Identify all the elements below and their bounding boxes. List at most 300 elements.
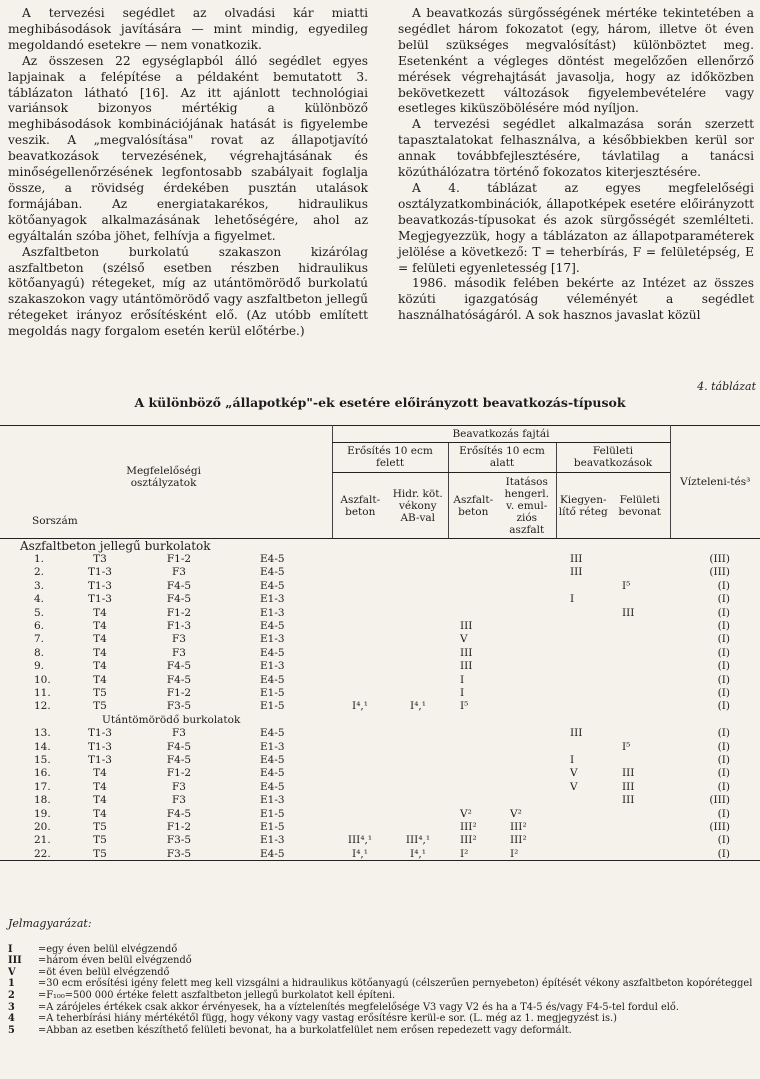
aszfaltbeton-alatt-cell: III <box>460 646 473 659</box>
feluleti-bevonat-cell <box>610 753 670 766</box>
row-number: 15. <box>34 753 51 766</box>
feluleti-bevonat-cell <box>610 633 670 646</box>
legend-title: Jelmagyarázat: <box>8 917 92 930</box>
header-feluleti: Felületi beavatkozások <box>556 442 670 472</box>
itatasos-cell <box>498 593 556 606</box>
table-row <box>0 807 760 820</box>
feluletepseg-cell: F4-5 <box>166 579 192 592</box>
kiegyenlito-cell <box>556 847 610 861</box>
feluletepseg-cell: F4-5 <box>166 593 192 606</box>
feluletepseg-cell: F4-5 <box>166 740 192 753</box>
viztelenites-cell: (I) <box>717 620 730 633</box>
itatasos-cell <box>498 767 556 780</box>
table-row <box>0 552 760 565</box>
aszfaltbeton-felett-cell <box>332 633 388 646</box>
egyenletesseg-cell: E4-5 <box>260 767 285 780</box>
header-erosites-felett: Erősítés 10 ecm felett <box>332 442 448 472</box>
table-row <box>0 834 760 847</box>
itatasos-cell <box>498 740 556 753</box>
table-row <box>0 820 760 833</box>
kiegyenlito-cell <box>556 673 610 686</box>
feluleti-bevonat-cell <box>610 660 670 673</box>
legend-key: 4 <box>8 1013 15 1025</box>
paragraph: A tervezési segédlet alkalmazása során szerzett tapasztalatokat felhasználva, a későbbiekben kerül sor annak továbbfejlesztésére, távlatilag a tanácsi közúthálózatra történő fokozatos kiterjesztésére. <box>398 117 754 180</box>
aszfaltbeton-alatt-cell: I⁵ <box>460 700 469 713</box>
kiegyenlito-cell: I <box>570 753 575 766</box>
egyenletesseg-cell: E1-5 <box>260 807 285 820</box>
hidr-cell: I⁴,¹ <box>410 847 426 860</box>
paragraph: Aszfaltbeton burkolatú szakaszon kizárólag aszfaltbeton (szélső esetben részben hidraulikus kötőanyagú) rétegeket, míg az utántömörödő burkolatú szakaszokon vagy utántömörödő vagy aszfaltbeton jellegű rétegeket irányoz erősítésként elő. (Az utóbb említett megoldás nagy forgalom esetén kerül előtérbe.) <box>8 244 368 339</box>
viztelenites-cell: (I) <box>717 673 730 686</box>
teherbiras-cell: T4 <box>93 767 107 780</box>
hidr-cell <box>388 619 448 632</box>
aszfaltbeton-alatt-cell <box>448 606 498 619</box>
feluletepseg-cell: F3-5 <box>166 700 192 713</box>
aszfaltbeton-felett-cell: I⁴,¹ <box>352 700 368 713</box>
hidr-cell <box>388 686 448 699</box>
feluleti-bevonat-cell: III <box>622 780 635 793</box>
viztelenites-cell: (I) <box>717 593 730 606</box>
aszfaltbeton-alatt-cell <box>448 566 498 579</box>
feluletepseg-cell: F1-2 <box>166 820 192 833</box>
feluleti-bevonat-cell <box>610 820 670 833</box>
hidr-cell <box>388 767 448 780</box>
teherbiras-cell: T1-3 <box>88 740 112 753</box>
aszfaltbeton-alatt-cell: I <box>460 673 465 686</box>
feluletepseg-cell: F3-5 <box>166 847 192 860</box>
header-erosites-alatt: Erősítés 10 ecm alatt <box>448 442 556 472</box>
teherbiras-cell: T1-3 <box>88 593 112 606</box>
aszfaltbeton-felett-cell <box>332 579 388 592</box>
feluletepseg-cell: F4-5 <box>166 673 192 686</box>
feluletepseg-cell: F4-5 <box>166 660 192 673</box>
viztelenites-cell: (I) <box>717 727 730 740</box>
row-number: 14. <box>34 740 51 753</box>
aszfaltbeton-felett-cell <box>332 780 388 793</box>
aszfaltbeton-alatt-cell <box>448 740 498 753</box>
teherbiras-cell: T1-3 <box>88 753 112 766</box>
viztelenites-cell: (I) <box>717 700 730 713</box>
legend-item <box>8 944 758 956</box>
egyenletesseg-cell: E1-5 <box>260 700 285 713</box>
teherbiras-cell: T5 <box>93 686 107 699</box>
viztelenites-cell: (I) <box>717 579 730 592</box>
kiegyenlito-cell <box>556 793 610 806</box>
table-row <box>0 726 760 739</box>
row-number: 2. <box>34 566 45 579</box>
header-viztelenites: Vízteleni-tés³ <box>670 426 760 539</box>
hidr-cell <box>388 753 448 766</box>
feluletepseg-cell: F1-2 <box>166 767 192 780</box>
viztelenites-cell: (I) <box>717 740 730 753</box>
egyenletesseg-cell: E4-5 <box>260 673 285 686</box>
egyenletesseg-cell: E1-3 <box>260 606 285 619</box>
feluletepseg-cell: F1-2 <box>166 686 192 699</box>
hidr-cell <box>388 740 448 753</box>
egyenletesseg-cell: E4-5 <box>260 780 285 793</box>
aszfaltbeton-alatt-cell: V² <box>460 807 472 820</box>
row-number: 6. <box>34 620 45 633</box>
feluleti-bevonat-cell: III <box>622 794 635 807</box>
header-feluleti-bevonat: Felületi bevonat <box>610 473 670 539</box>
aszfaltbeton-felett-cell <box>332 552 388 565</box>
viztelenites-cell: (I) <box>717 834 730 847</box>
aszfaltbeton-alatt-cell: III <box>460 620 473 633</box>
aszfaltbeton-alatt-cell <box>448 552 498 565</box>
aszfaltbeton-felett-cell <box>332 566 388 579</box>
aszfaltbeton-felett-cell: III⁴,¹ <box>347 834 373 847</box>
table-title: A különböző „állapotkép"-ek esetére előirányzott beavatkozás-típusok <box>134 395 626 410</box>
teherbiras-cell: T5 <box>93 847 107 860</box>
itatasos-cell <box>498 726 556 739</box>
legend-item <box>8 1002 758 1014</box>
viztelenites-cell: (I) <box>717 753 730 766</box>
egyenletesseg-cell: E4-5 <box>260 579 285 592</box>
itatasos-cell <box>498 780 556 793</box>
viztelenites-cell: (I) <box>717 660 730 673</box>
feluleti-bevonat-cell: III <box>622 606 635 619</box>
legend-text: =öt éven belül elvégzendő <box>38 966 170 978</box>
row-number: 18. <box>34 794 51 807</box>
table-row <box>0 753 760 766</box>
viztelenites-cell: (I) <box>717 646 730 659</box>
kiegyenlito-cell <box>556 820 610 833</box>
feluletepseg-cell: F3 <box>172 727 186 740</box>
aszfaltbeton-felett-cell <box>332 767 388 780</box>
aszfaltbeton-felett-cell <box>332 593 388 606</box>
itatasos-cell <box>498 753 556 766</box>
feluleti-bevonat-cell <box>610 726 670 739</box>
table-row <box>0 633 760 646</box>
hidr-cell <box>388 793 448 806</box>
itatasos-cell <box>498 673 556 686</box>
paragraph: Az összesen 22 egységlapból álló segédlet egyes lapjainak a felépítése a példaként bemutatott 3. táblázaton látható [16]. Az itt ajánlott technológiai variánsok bizonyos mértékig a különböző meghibásodások kombinációjának hatását is figyelembe veszik. A „megvalósítása" rovat az állapotjavító beavatkozások tervezésének, végrehajtásának és minőségellenőrzésének legfontosabb szabályait foglalja össze, a rövidség érdekében pusztán utalások formájában. Az energiatakarékos, hidraulikus kötőanyagok alkalmazásának lehetőségére, ahol az egyáltalán szóba jöhet, felhívja a figyelmet. <box>8 53 368 243</box>
table-row <box>0 793 760 806</box>
itatasos-cell <box>498 793 556 806</box>
kiegyenlito-cell <box>556 700 610 713</box>
teherbiras-cell: T5 <box>93 834 107 847</box>
viztelenites-cell: (III) <box>709 794 730 807</box>
teherbiras-cell: T4 <box>93 606 107 619</box>
paragraph: A tervezési segédlet az olvadási kár miatti meghibásodások javítására — mint mindig, egyedileg megoldandó esetekre — nem vonatkozik. <box>8 6 368 52</box>
legend-item <box>8 967 758 979</box>
egyenletesseg-cell: E4-5 <box>260 620 285 633</box>
legend-item <box>8 955 758 967</box>
legend-item <box>8 1025 758 1037</box>
table-row <box>0 767 760 780</box>
header-aszfaltbeton: Aszfalt-beton <box>448 473 498 539</box>
feluletepseg-cell: F1-2 <box>166 553 192 566</box>
egyenletesseg-cell: E1-5 <box>260 686 285 699</box>
teherbiras-cell: T5 <box>93 820 107 833</box>
egyenletesseg-cell: E1-3 <box>260 633 285 646</box>
feluleti-bevonat-cell <box>610 566 670 579</box>
table-row <box>0 579 760 592</box>
itatasos-cell: I² <box>510 847 519 860</box>
hidr-cell: I⁴,¹ <box>410 700 426 713</box>
row-number: 19. <box>34 807 51 820</box>
teherbiras-cell: T4 <box>93 646 107 659</box>
kiegyenlito-cell: III <box>570 727 583 740</box>
teherbiras-cell: T4 <box>93 660 107 673</box>
row-number: 9. <box>34 660 45 673</box>
legend-text: =A teherbírási hiány mértékétől függ, hogy vékony vagy vastag erősítésre kerül-e sor. (L. még az 1. megjegyzést is.) <box>38 1013 617 1025</box>
kiegyenlito-cell <box>556 686 610 699</box>
teherbiras-cell: T1-3 <box>88 579 112 592</box>
teherbiras-cell: T1-3 <box>88 727 112 740</box>
feluleti-bevonat-cell <box>610 847 670 861</box>
viztelenites-cell: (I) <box>717 767 730 780</box>
aszfaltbeton-felett-cell <box>332 820 388 833</box>
hidr-cell <box>388 593 448 606</box>
aszfaltbeton-alatt-cell <box>448 579 498 592</box>
legend-list <box>8 944 758 1037</box>
aszfaltbeton-felett-cell <box>332 753 388 766</box>
row-number: 21. <box>34 834 51 847</box>
left-text-column <box>8 6 368 340</box>
aszfaltbeton-felett-cell <box>332 740 388 753</box>
viztelenites-cell: (I) <box>717 686 730 699</box>
row-number: 5. <box>34 606 45 619</box>
row-number: 4. <box>34 593 45 606</box>
egyenletesseg-cell: E4-5 <box>260 727 285 740</box>
viztelenites-cell: (I) <box>717 780 730 793</box>
table-row <box>0 673 760 686</box>
itatasos-cell <box>498 579 556 592</box>
egyenletesseg-cell: E1-3 <box>260 660 285 673</box>
header-itatasos: Itatásos hengerl. v. emul-ziós aszfalt <box>498 473 556 539</box>
row-number: 8. <box>34 646 45 659</box>
itatasos-cell <box>498 606 556 619</box>
row-number: 10. <box>34 673 51 686</box>
row-number: 11. <box>34 686 51 699</box>
kiegyenlito-cell <box>556 619 610 632</box>
aszfaltbeton-felett-cell <box>332 807 388 820</box>
kiegyenlito-cell: III <box>570 553 583 566</box>
aszfaltbeton-alatt-cell: I <box>460 686 465 699</box>
hidr-cell <box>388 726 448 739</box>
legend-item <box>8 1013 758 1025</box>
legend-key: 5 <box>8 1024 15 1036</box>
itatasos-cell: III² <box>510 834 527 847</box>
table-row <box>0 606 760 619</box>
aszfaltbeton-alatt-cell: I² <box>460 847 469 860</box>
itatasos-cell <box>498 686 556 699</box>
hidr-cell <box>388 646 448 659</box>
header-kiegyenlito: Kiegyen-lítő réteg <box>556 473 610 539</box>
hidr-cell <box>388 579 448 592</box>
egyenletesseg-cell: E1-3 <box>260 794 285 807</box>
table-row <box>0 646 760 659</box>
kiegyenlito-cell: I <box>570 593 575 606</box>
feluleti-bevonat-cell <box>610 646 670 659</box>
feluletepseg-cell: F3 <box>172 566 186 579</box>
header-hidr: Hidr. köt. vékony AB-val <box>388 473 448 539</box>
kiegyenlito-cell: V <box>570 767 578 780</box>
itatasos-cell <box>498 552 556 565</box>
row-number: 7. <box>34 633 45 646</box>
row-number: 13. <box>34 727 51 740</box>
feluleti-bevonat-cell <box>610 593 670 606</box>
kiegyenlito-cell: V <box>570 780 578 793</box>
legend-item <box>8 990 758 1002</box>
legend-key: III <box>8 955 22 967</box>
legend-key: V <box>8 966 16 978</box>
teherbiras-cell: T4 <box>93 620 107 633</box>
table-number: 4. táblázat <box>697 380 756 393</box>
feluleti-bevonat-cell <box>610 619 670 632</box>
itatasos-cell <box>498 633 556 646</box>
feluleti-bevonat-cell <box>610 673 670 686</box>
itatasos-cell <box>498 619 556 632</box>
hidr-cell <box>388 660 448 673</box>
egyenletesseg-cell: E1-3 <box>260 593 285 606</box>
section-title: Utántömörödő burkolatok <box>102 713 241 726</box>
feluleti-bevonat-cell: I⁵ <box>622 579 631 592</box>
aszfaltbeton-alatt-cell <box>448 780 498 793</box>
table-row <box>0 686 760 699</box>
kiegyenlito-cell <box>556 633 610 646</box>
itatasos-cell: III² <box>510 820 527 833</box>
itatasos-cell <box>498 700 556 713</box>
table-body-aszfaltbeton <box>0 539 760 714</box>
egyenletesseg-cell: E4-5 <box>260 753 285 766</box>
egyenletesseg-cell: E1-3 <box>260 740 285 753</box>
aszfaltbeton-felett-cell <box>332 686 388 699</box>
legend-text: =Abban az esetben készíthető felületi bevonat, ha a burkolatfelület nem erősen repedezett vagy deformált. <box>38 1024 572 1036</box>
hidr-cell <box>388 633 448 646</box>
aszfaltbeton-alatt-cell: III² <box>460 820 477 833</box>
egyenletesseg-cell: E1-3 <box>260 834 285 847</box>
legend <box>8 918 758 1036</box>
hidr-cell <box>388 820 448 833</box>
viztelenites-cell: (III) <box>709 553 730 566</box>
aszfaltbeton-alatt-cell <box>448 767 498 780</box>
itatasos-cell <box>498 646 556 659</box>
kiegyenlito-cell <box>556 834 610 847</box>
aszfaltbeton-felett-cell <box>332 673 388 686</box>
itatasos-cell: V² <box>510 807 522 820</box>
right-text-column <box>398 6 754 324</box>
row-number: 1. <box>34 553 45 566</box>
egyenletesseg-cell: E4-5 <box>260 646 285 659</box>
feluleti-bevonat-cell <box>610 834 670 847</box>
aszfaltbeton-alatt-cell: III² <box>460 834 477 847</box>
aszfaltbeton-alatt-cell <box>448 593 498 606</box>
aszfaltbeton-alatt-cell <box>448 753 498 766</box>
feluletepseg-cell: F1-2 <box>166 606 192 619</box>
header-megfelelosegi: Megfelelőségi osztályzatok <box>126 465 201 489</box>
kiegyenlito-cell <box>556 646 610 659</box>
table-row <box>0 619 760 632</box>
kiegyenlito-cell <box>556 579 610 592</box>
table-row <box>0 593 760 606</box>
header-beavatkozas: Beavatkozás fajtái <box>332 426 670 443</box>
feluletepseg-cell: F3-5 <box>166 834 192 847</box>
row-number: 3. <box>34 579 45 592</box>
aszfaltbeton-alatt-cell: V <box>460 633 468 646</box>
feluleti-bevonat-cell: III <box>622 767 635 780</box>
table-row <box>0 566 760 579</box>
section-title: Aszfaltbeton jellegű burkolatok <box>20 538 211 553</box>
teherbiras-cell: T5 <box>93 700 107 713</box>
egyenletesseg-cell: E1-5 <box>260 820 285 833</box>
aszfaltbeton-felett-cell <box>332 726 388 739</box>
legend-text: =egy éven belül elvégzendő <box>38 943 178 955</box>
aszfaltbeton-alatt-cell <box>448 726 498 739</box>
row-number: 20. <box>34 820 51 833</box>
table-row <box>0 660 760 673</box>
feluleti-bevonat-cell: I⁵ <box>622 740 631 753</box>
kiegyenlito-cell <box>556 660 610 673</box>
viztelenites-cell: (I) <box>717 847 730 860</box>
teherbiras-cell: T3 <box>93 553 107 566</box>
aszfaltbeton-alatt-cell <box>448 793 498 806</box>
table-row <box>0 780 760 793</box>
table-body-utantomorodo <box>0 713 760 861</box>
hidr-cell: III⁴,¹ <box>405 834 431 847</box>
hidr-cell <box>388 673 448 686</box>
aszfaltbeton-felett-cell <box>332 646 388 659</box>
feluleti-bevonat-cell <box>610 686 670 699</box>
viztelenites-cell: (III) <box>709 566 730 579</box>
viztelenites-cell: (I) <box>717 633 730 646</box>
header-sorszam: Sorszám <box>32 515 78 527</box>
egyenletesseg-cell: E4-5 <box>260 566 285 579</box>
itatasos-cell <box>498 566 556 579</box>
feluletepseg-cell: F4-5 <box>166 753 192 766</box>
viztelenites-cell: (I) <box>717 606 730 619</box>
legend-text: =három éven belül elvégzendő <box>38 955 192 967</box>
teherbiras-cell: T4 <box>93 673 107 686</box>
feluletepseg-cell: F3 <box>172 794 186 807</box>
kiegyenlito-cell <box>556 807 610 820</box>
feluletepseg-cell: F3 <box>172 780 186 793</box>
feluletepseg-cell: F3 <box>172 633 186 646</box>
intervention-table <box>0 425 760 863</box>
teherbiras-cell: T4 <box>93 794 107 807</box>
viztelenites-cell: (I) <box>717 807 730 820</box>
aszfaltbeton-felett-cell <box>332 606 388 619</box>
feluleti-bevonat-cell <box>610 807 670 820</box>
paragraph: A beavatkozás sürgősségének mértéke tekintetében a segédlet három fokozatot (egy, három, illetve öt éven belül szükséges megvalósítást) különböztet meg. Esetenként a végleges döntést megelőzően ellenőrző mérések végrehajtását javasolja, hogy az időközben bekövetkezett változások figyelembevételére vagy esetleges kiküszöbölésére mód nyíljon. <box>398 6 754 116</box>
paragraph: 1986. második felében bekérte az Intézet az összes közúti igazgatóság véleményét a segédlet használhatóságáról. A sok hasznos javaslat közül <box>398 276 754 323</box>
hidr-cell <box>388 780 448 793</box>
legend-key: 2 <box>8 989 15 1001</box>
table-row <box>0 740 760 753</box>
table-row <box>0 700 760 713</box>
hidr-cell <box>388 566 448 579</box>
egyenletesseg-cell: E4-5 <box>260 553 285 566</box>
legend-text: =30 ecm erősítési igény felett meg kell vizsgálni a hidraulikus kötőanyagú (célszerűen pernyebeton) építését vékony aszfaltbeton kopóréteggel <box>38 978 753 990</box>
legend-text: =F₁₀₀=500 000 értéke felett aszfaltbeton jellegű burkolatot kell építeni. <box>38 989 396 1001</box>
kiegyenlito-cell <box>556 740 610 753</box>
itatasos-cell <box>498 660 556 673</box>
feluletepseg-cell: F3 <box>172 646 186 659</box>
legend-key: I <box>8 943 13 955</box>
kiegyenlito-cell <box>556 606 610 619</box>
kiegyenlito-cell: III <box>570 566 583 579</box>
table-row <box>0 847 760 861</box>
hidr-cell <box>388 606 448 619</box>
row-number: 12. <box>34 700 51 713</box>
row-number: 22. <box>34 847 51 860</box>
paragraph: A 4. táblázat az egyes megfelelőségi osztályzatkombinációk, állapotképek esetére előirányzott beavatkozás-típusokat és azok sürgősségét szemlélteti. Megjegyezzük, hogy a táblázaton az állapotparaméterek jelölése a következő: T = teherbírás, F = felületépség, E = felületi egyenletesség [17]. <box>398 180 754 275</box>
legend-text: =A zárójeles értékek csak akkor érvényesek, ha a víztelenítés megfelelősége V3 vagy V2 és ha a T4-5 és/vagy F4-5-tel fordul elő. <box>38 1001 679 1013</box>
legend-item <box>8 978 758 990</box>
aszfaltbeton-felett-cell: I⁴,¹ <box>352 847 368 860</box>
legend-key: 1 <box>8 978 15 990</box>
